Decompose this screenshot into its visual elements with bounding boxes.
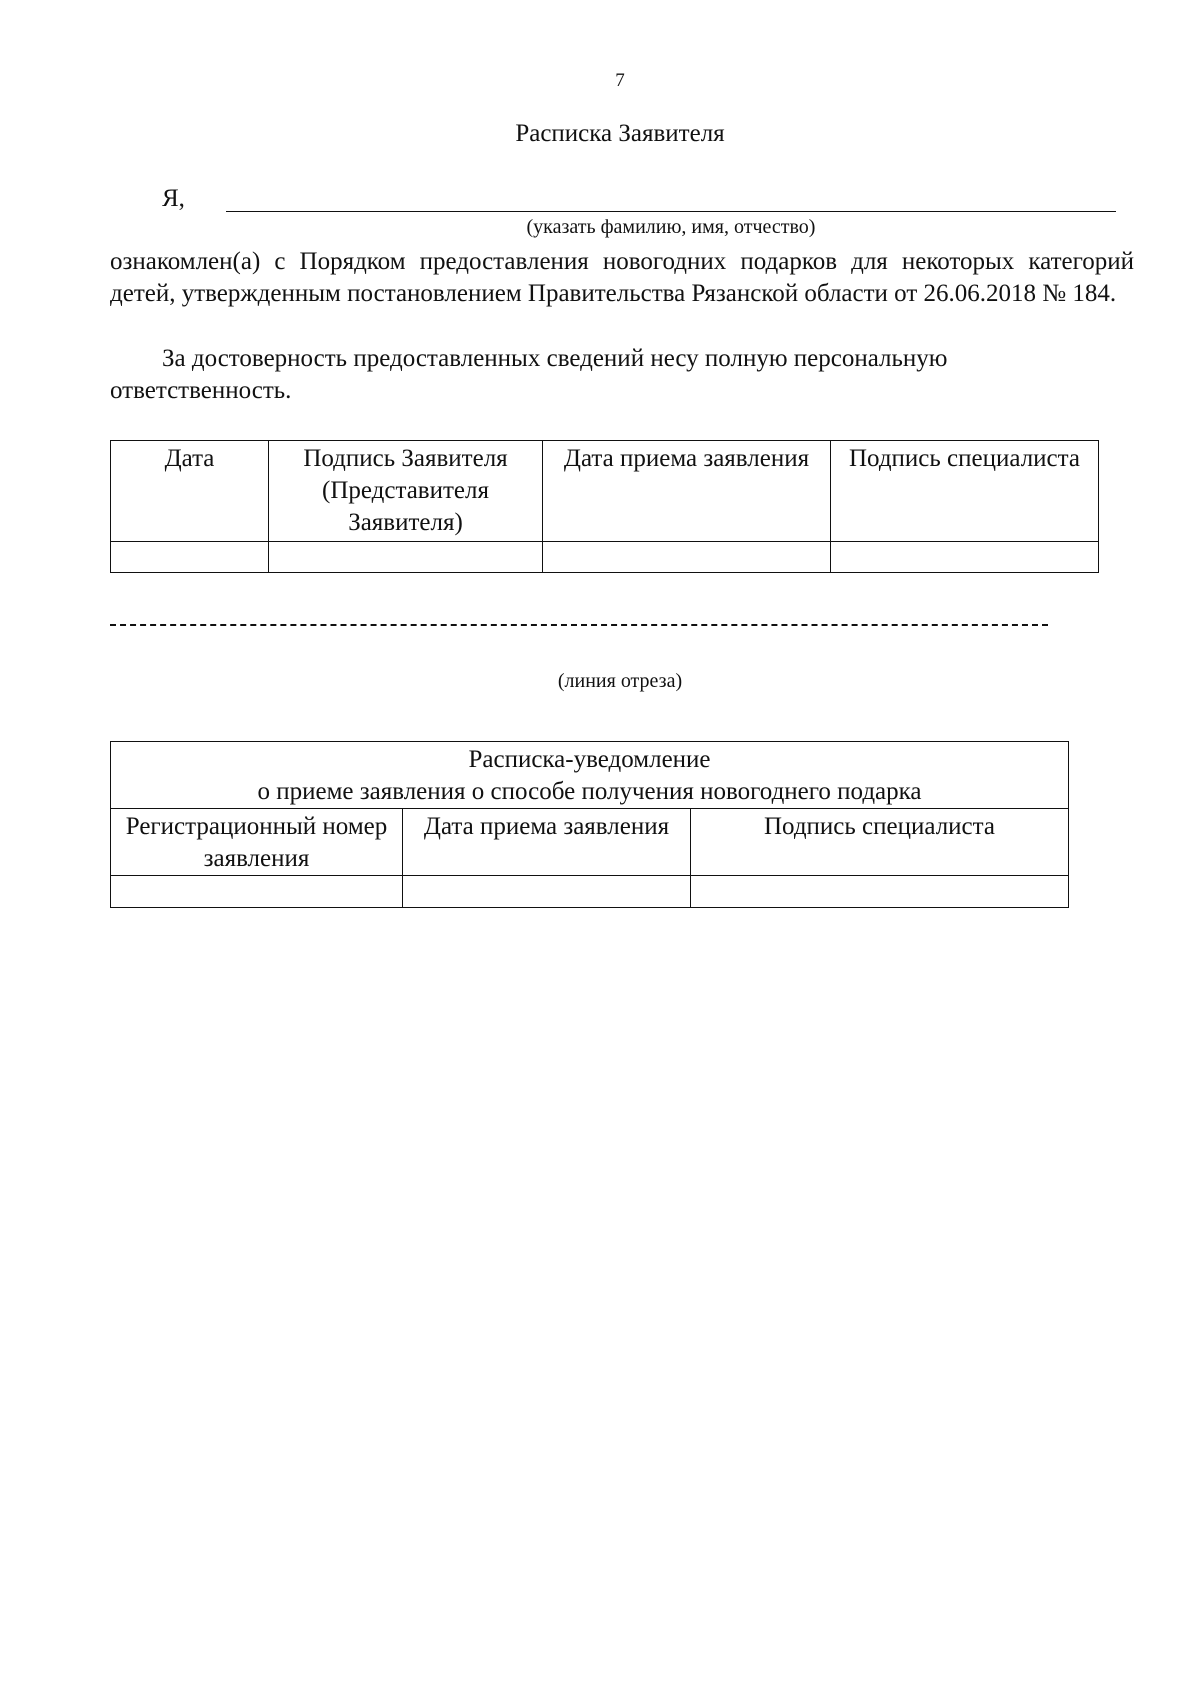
document-title: Расписка Заявителя (515, 120, 725, 147)
notice-cell-acceptance-date[interactable] (403, 876, 691, 908)
receipt-cell-applicant-signature[interactable] (269, 542, 543, 573)
notice-title-line-2: о приеме заявления о способе получения новогоднего подарка (257, 778, 922, 805)
page-number: 7 (615, 70, 625, 91)
applicant-name-line[interactable] (226, 211, 1116, 212)
responsibility-paragraph: За достоверность предоставленных сведений несу полную персональную ответственность. (110, 345, 948, 404)
receipt-cell-specialist-signature[interactable] (831, 542, 1099, 573)
table-row (111, 542, 1099, 573)
receipt-table-header-row (111, 441, 1099, 542)
acknowledgement-paragraph: ознакомлен(а) с Порядком предоставления новогодних подарков для некоторых категорий детей, утвержденным постановлением Правительства Рязанской области от 26.06.2018 № 184. (110, 248, 1134, 307)
applicant-prefix: Я, (162, 185, 185, 212)
receipt-header-applicant-signature: Подпись Заявителя (Представителя Заявителя) (269, 441, 543, 542)
notice-cell-registration-number[interactable] (111, 876, 403, 908)
receipt-header-acceptance-date: Дата приема заявления (543, 441, 831, 542)
applicant-name-hint: (указать фамилию, имя, отчество) (526, 216, 816, 238)
receipt-header-date: Дата (111, 441, 269, 542)
receipt-cell-acceptance-date[interactable] (543, 542, 831, 573)
notice-header-specialist-signature: Подпись специалиста (691, 809, 1069, 876)
cut-line-caption: (линия отреза) (557, 670, 683, 692)
receipt-cell-date[interactable] (111, 542, 269, 573)
cut-line (110, 624, 1048, 626)
notice-title (111, 742, 1069, 809)
table-row (111, 876, 1069, 908)
notice-title-line-1: Расписка-уведомление (468, 746, 711, 773)
notice-header-acceptance-date: Дата приема заявления (403, 809, 691, 876)
notice-table-header-row (111, 809, 1069, 876)
notice-table (110, 741, 1069, 908)
notice-cell-specialist-signature[interactable] (691, 876, 1069, 908)
receipt-table (110, 440, 1099, 573)
notice-title-row (111, 742, 1069, 809)
notice-header-registration-number: Регистрационный номер заявления (111, 809, 403, 876)
receipt-header-specialist-signature: Подпись специалиста (831, 441, 1099, 542)
